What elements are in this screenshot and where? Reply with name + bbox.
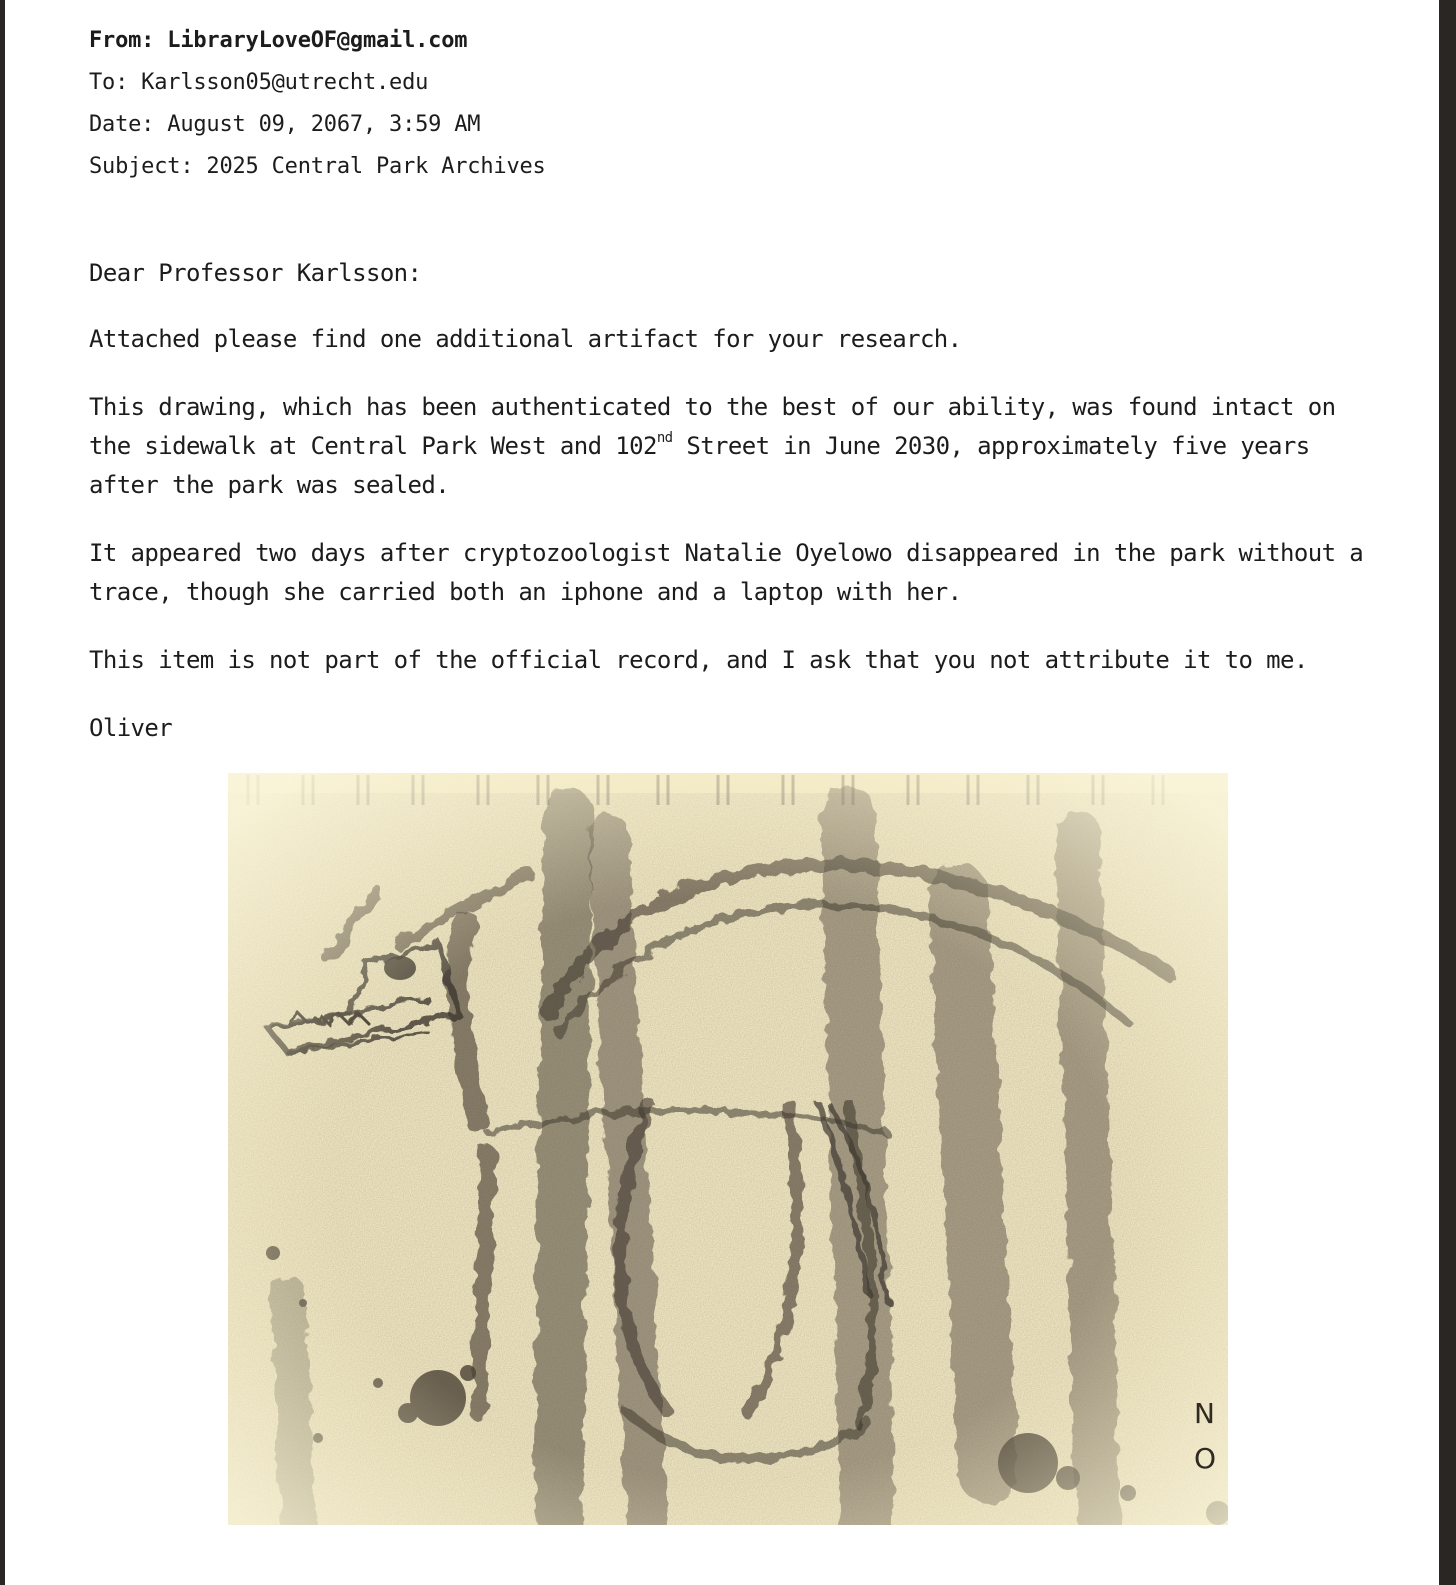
email-subject: Subject: 2025 Central Park Archives	[89, 154, 546, 179]
paragraph-drawing-found-b: Street in June 2030, approximately five years after the park was sealed.	[89, 432, 1310, 499]
attached-drawing[interactable]	[228, 773, 1228, 1525]
email-date: Date: August 09, 2067, 3:59 AM	[89, 112, 481, 137]
email-to: To: Karlsson05@utrecht.edu	[89, 70, 429, 95]
right-page-edge	[1439, 0, 1456, 1585]
paper-vignette	[228, 773, 1228, 1525]
signature: Oliver	[89, 714, 173, 742]
paragraph-drawing-found-a: This drawing, which has been authenticated to the best of our ability, was found intact on the sidewalk at Central Park West and 102	[89, 393, 1336, 460]
paragraph-disappearance: It appeared two days after cryptozoologist Natalie Oyelowo disappeared in the park without a trace, though she carried both an iphone and a laptop with her.	[89, 539, 1364, 606]
ordinal-suffix: nd	[656, 430, 673, 446]
email-from: From: LibraryLoveOF@gmail.com	[89, 28, 468, 53]
paragraph-confidential: This item is not part of the official record, and I ask that you not attribute it to me.	[89, 646, 1308, 674]
greeting: Dear Professor Karlsson:	[89, 259, 422, 287]
email-body	[89, 254, 1379, 748]
artist-initial-o: O	[1194, 1442, 1217, 1475]
charcoal-drawing-image	[228, 773, 1228, 1525]
paragraph-attachment: Attached please find one additional artifact for your research.	[89, 325, 962, 353]
left-page-edge	[0, 0, 5, 1585]
paragraph-drawing-found	[89, 388, 1379, 505]
email-document	[89, 20, 1379, 777]
artist-initial-n: N	[1194, 1397, 1215, 1430]
